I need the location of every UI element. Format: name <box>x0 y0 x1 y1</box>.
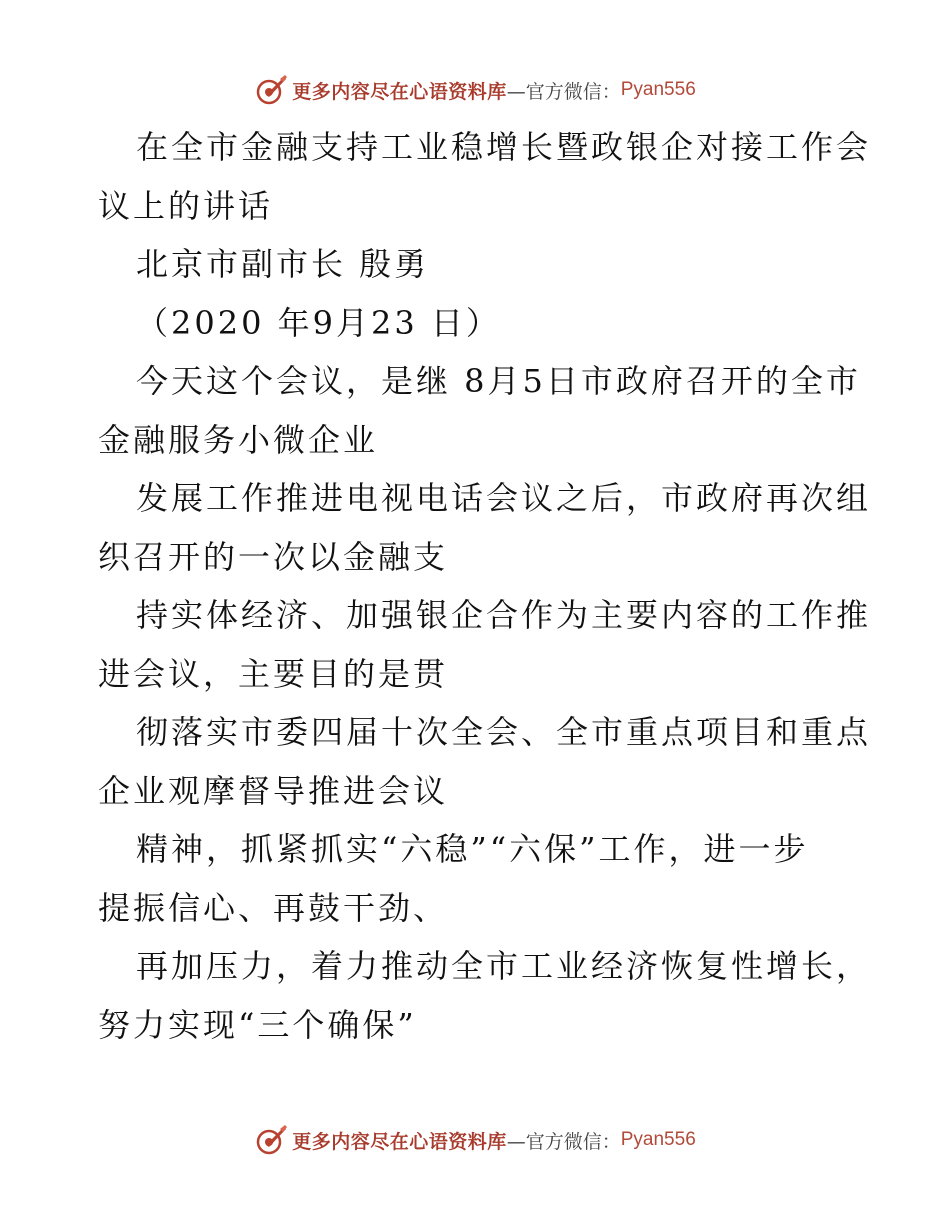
text-line: 进会议，主要目的是贯 <box>98 654 449 693</box>
text-line: 提振信心、再鼓干劲、 <box>98 888 449 927</box>
quill-logo-icon <box>254 73 288 107</box>
watermark-dash-text: —官方微信： <box>506 1130 621 1153</box>
text-line: 彻落实市委四届十次全会、全市重点项目和重点 <box>136 713 872 751</box>
watermark-wechat-id: Pyan556 <box>620 1129 696 1150</box>
text-line: 议上的讲话 <box>98 186 274 225</box>
watermark-dash-text: —官方微信： <box>506 80 621 103</box>
text-line: （2020 年9月23 日） <box>136 303 501 342</box>
text-line: 再加压力，着力推动全市工业经济恢复性增长， <box>136 947 872 985</box>
text-line: 持实体经济、加强银企合作为主要内容的工作推 <box>136 596 872 634</box>
text-line: 金融服务小微企业 <box>98 420 379 459</box>
text-line: 在全市金融支持工业稳增长暨政银企对接工作会 <box>136 128 872 166</box>
text-line: 今天这个会议，是继 8月5日市政府召开的全市 <box>136 362 861 400</box>
watermark-wechat-id: Pyan556 <box>620 79 696 100</box>
header-watermark <box>0 72 950 108</box>
footer-watermark <box>0 1122 950 1158</box>
document-body <box>98 118 872 1054</box>
watermark-brand-text: 更多内容尽在心语资料库 <box>292 80 507 103</box>
text-line: 努力实现“三个确保” <box>98 1005 417 1044</box>
text-line: 北京市副市长 殷勇 <box>136 245 430 283</box>
quill-logo-icon <box>254 1123 288 1157</box>
text-line: 发展工作推进电视电话会议之后，市政府再次组 <box>136 479 872 517</box>
watermark-brand-text: 更多内容尽在心语资料库 <box>292 1130 507 1153</box>
text-line: 精神，抓紧抓实“六稳”“六保”工作，进一步 <box>136 830 809 868</box>
text-line: 企业观摩督导推进会议 <box>98 771 449 810</box>
text-line: 织召开的一次以金融支 <box>98 537 449 576</box>
